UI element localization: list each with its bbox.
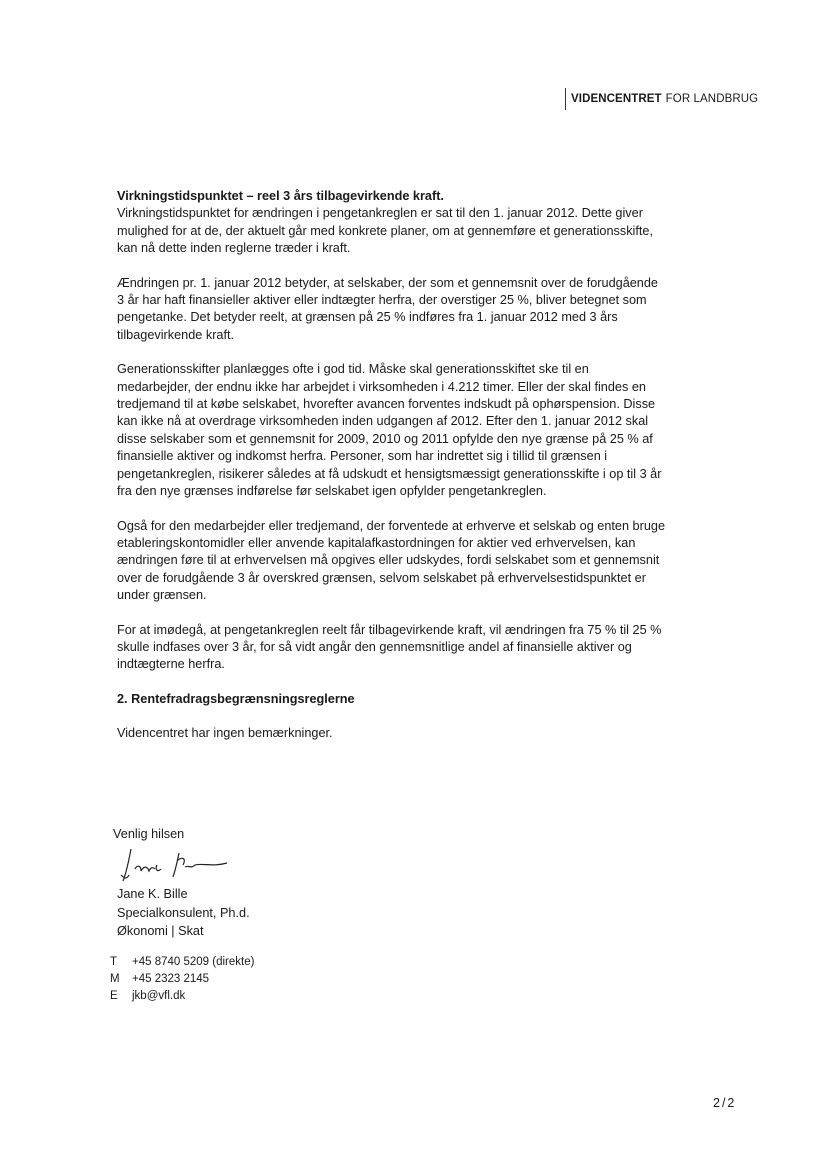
brand-name-rest: FOR LANDBRUG [665,93,759,105]
letter-body [117,188,665,743]
brand-name-bold: VIDENCENTRET [571,93,662,105]
contact-info [110,954,254,1005]
paragraph: Generationsskifter planlægges ofte i god tid. Måske skal generationsskiftet ske til en medarbejder, der endnu ikke har arbejdet i virksomheden i 4.212 timer. Eller der skal findes en tredjemand til at købe selskabet, hvorefter avancen forventes indskudt på ophørspension. Disse kan ikke nå at overdrage virksomheden inden udgangen af 2012. Efter den 1. januar 2012 skal disse selskaber som et gennemsnit for 2009, 2010 og 2011 opfylde den nye grænse på 25 % af finansielle aktiver og indkomst herfra. Personer, som har indrettet sig i tillid til grænsen i pengetankreglen, risikerer således at få udskudt et hensigtsmæssigt generationsskifte i op til 3 år fra den nye grænses indførelse før selskabet igen opfylder pengetankreglen. [117,362,662,499]
closing-greeting: Venlig hilsen [113,827,185,841]
contact-row [110,954,254,971]
section-heading: 2. Rentefradragsbegrænsningsreglerne [117,691,355,706]
paragraph: Virkningstidspunktet for ændringen i pengetankreglen er sat til den 1. januar 2012. Dette giver mulighed for at de, der aktuelt går med konkrete planer, om at gennemføre et generationsskifte, kan nå dette inden reglerne træder i kraft. [117,206,653,256]
signer-name: Jane K. Bille [117,887,188,901]
contact-row [110,988,254,1005]
paragraph: For at imødegå, at pengetankreglen reelt får tilbagevirkende kraft, vil ændringen fra 75 % til 25 % skulle indfases over 3 år, for så vidt angår den gennemsnitlige andel af finansielle aktiver og indtægterne herfra. [117,622,662,672]
contact-email[interactable]: jkb@vfl.dk [132,990,186,1002]
page-number: 2/2 [713,1096,737,1110]
handwritten-signature [117,845,237,885]
contact-row [110,971,254,988]
letterhead [565,88,758,110]
paragraph: Videncentret har ingen bemærkninger. [117,726,333,741]
signer-department: Økonomi | Skat [117,924,204,938]
signer-title: Specialkonsulent, Ph.d. [117,905,250,920]
contact-key: T [110,956,118,968]
contact-mobile: +45 2323 2145 [132,973,210,985]
contact-key: E [110,990,118,1002]
section-virkningstidspunkt [117,188,665,743]
section-heading: Virkningstidspunktet – reel 3 års tilbagevirkende kraft. [117,189,444,203]
paragraph: Ændringen pr. 1. januar 2012 betyder, at selskaber, der som et gennemsnit over de forudgående 3 år har haft finansieller aktiver eller indtægter herfra, der overstiger 25 %, bliver betegnet som pengetanke. Det betyder reelt, at grænsen på 25 % indføres fra 1. januar 2012 med 3 års tilbagevirkende kraft. [117,275,658,342]
paragraph: Også for den medarbejder eller tredjemand, der forventede at erhverve et selskab og enten bruge etableringskontomidler eller anvende kapitalafkastordningen for aktier ved erhvervelsen, kan ændringen føre til at erhvervelsen må opgives eller udskydes, fordi selskabet som et gennemsnit over de forudgående 3 år overskred grænsen, selvom selskabet på erhvervelsestidspunktet er under grænsen. [117,518,666,603]
contact-key: M [110,973,120,985]
contact-phone-direct: +45 8740 5209 (direkte) [132,956,255,968]
signature-block [117,845,250,941]
